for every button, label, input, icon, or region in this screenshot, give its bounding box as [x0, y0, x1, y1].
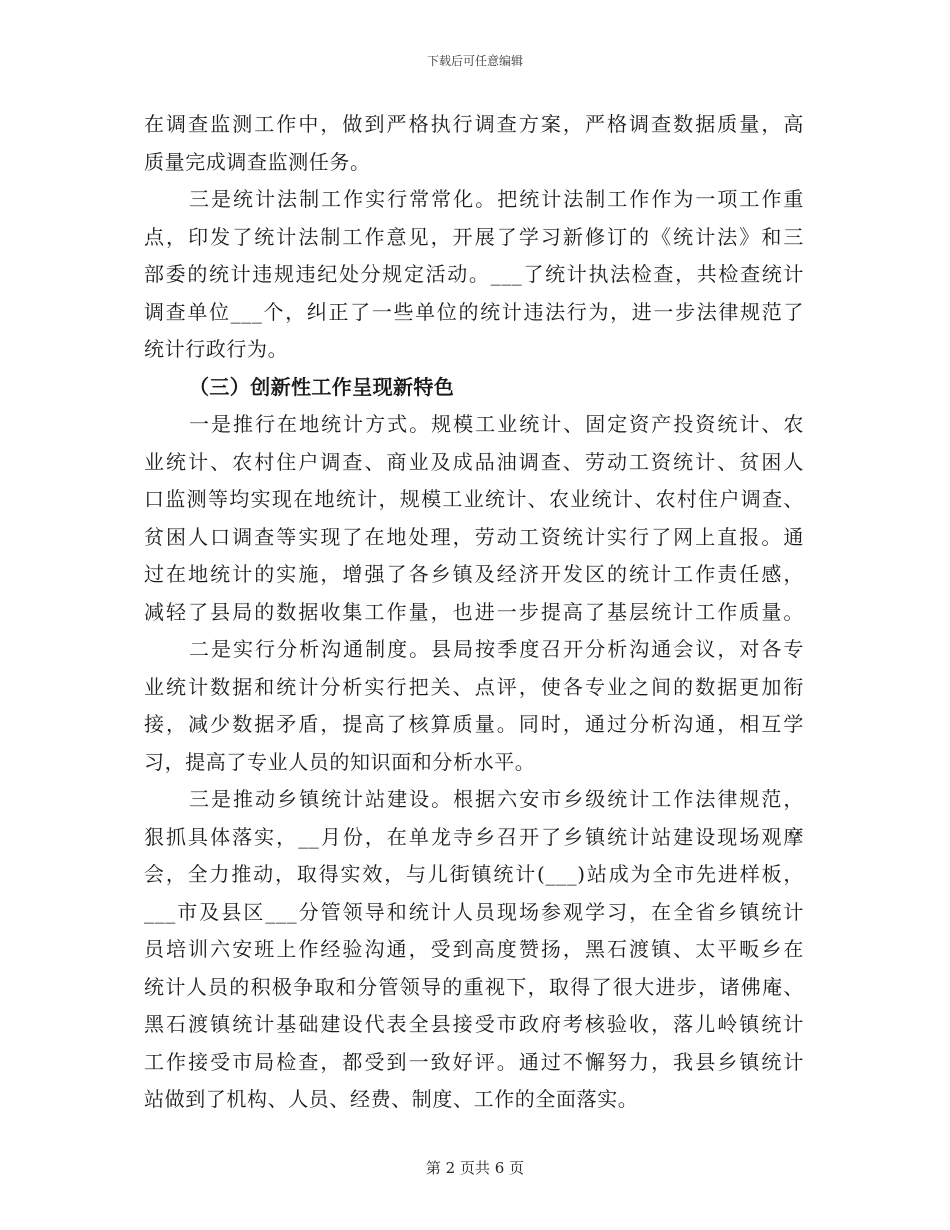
paragraph-line: 质量完成调查监测任务。 — [144, 149, 371, 174]
paragraph-line: ___市及县区___分管领导和统计人员现场参观学习，在全省乡镇统计 — [144, 899, 804, 924]
paragraph-line: 黑石渡镇统计基础建设代表全县接受市政府考核验收，落儿岭镇统计 — [144, 1012, 804, 1036]
paragraph-line: 在调查监测工作中，做到严格执行调查方案，严格调查数据质量，高 — [144, 112, 804, 136]
paragraph-line: 站做到了机构、人员、经费、制度、工作的全面落实。 — [144, 1087, 639, 1111]
paragraph-line: 点，印发了统计法制工作意见，开展了学习新修订的《统计法》和三 — [144, 224, 804, 249]
paragraph-line: 业统计数据和统计分析实行把关、点评，使各专业之间的数据更加衔 — [144, 674, 804, 699]
paragraph-line: 一是推行在地统计方式。规模工业统计、固定资产投资统计、农 — [189, 412, 804, 436]
page-footer: 第 2 页共 6 页 — [425, 1159, 525, 1177]
paragraph-line: 员培训六安班上作经验沟通，受到高度赞扬，黑石渡镇、太平畈乡在 — [144, 937, 804, 961]
paragraph-line: 狠抓具体落实，__月份，在单龙寺乡召开了乡镇统计站建设现场观摩 — [144, 824, 804, 849]
paragraph-line: 会，全力推动，取得实效，与儿街镇统计(___)站成为全市先进样板， — [144, 862, 804, 886]
paragraph-line: 部委的统计违规违纪处分规定活动。___了统计执法检查，共检查统计 — [144, 262, 804, 286]
paragraph-line: 习，提高了专业人员的知识面和分析水平。 — [144, 749, 536, 774]
paragraph-line: 业统计、农村住户调查、商业及成品油调查、劳动工资统计、贫困人 — [144, 449, 804, 474]
paragraph-line: 过在地统计的实施，增强了各乡镇及经济开发区的统计工作责任感， — [144, 562, 804, 586]
paragraph-line: 口监测等均实现在地统计，规模工业统计、农业统计、农村住户调查、 — [144, 487, 804, 511]
paragraph-line: 统计行政行为。 — [144, 337, 289, 361]
paragraph-line: 三是推动乡镇统计站建设。根据六安市乡级统计工作法律规范， — [189, 787, 804, 811]
paragraph-line: 工作接受市局检查，都受到一致好评。通过不懈努力，我县乡镇统计 — [144, 1049, 804, 1074]
paragraph-line: 调查单位___个，纠正了一些单位的统计违法行为，进一步法律规范了 — [144, 299, 804, 324]
paragraph-line: 统计人员的积极争取和分管领导的重视下，取得了很大进步，诸佛庵、 — [144, 974, 804, 999]
paragraph-line: 减轻了县局的数据收集工作量，也进一步提高了基层统计工作质量。 — [144, 599, 804, 624]
paragraph-line: 接，减少数据矛盾，提高了核算质量。同时，通过分析沟通，相互学 — [144, 712, 804, 736]
page-header: 下载后可任意编辑 — [426, 54, 523, 68]
paragraph-line: 贫困人口调查等实现了在地处理，劳动工资统计实行了网上直报。通 — [144, 524, 804, 549]
paragraph-line: 三是统计法制工作实行常常化。把统计法制工作作为一项工作重 — [189, 187, 804, 211]
section-heading: （三）创新性工作呈现新特色 — [189, 374, 455, 399]
paragraph-line: 二是实行分析沟通制度。县局按季度召开分析沟通会议，对各专 — [189, 637, 804, 661]
document-body — [144, 106, 804, 1119]
